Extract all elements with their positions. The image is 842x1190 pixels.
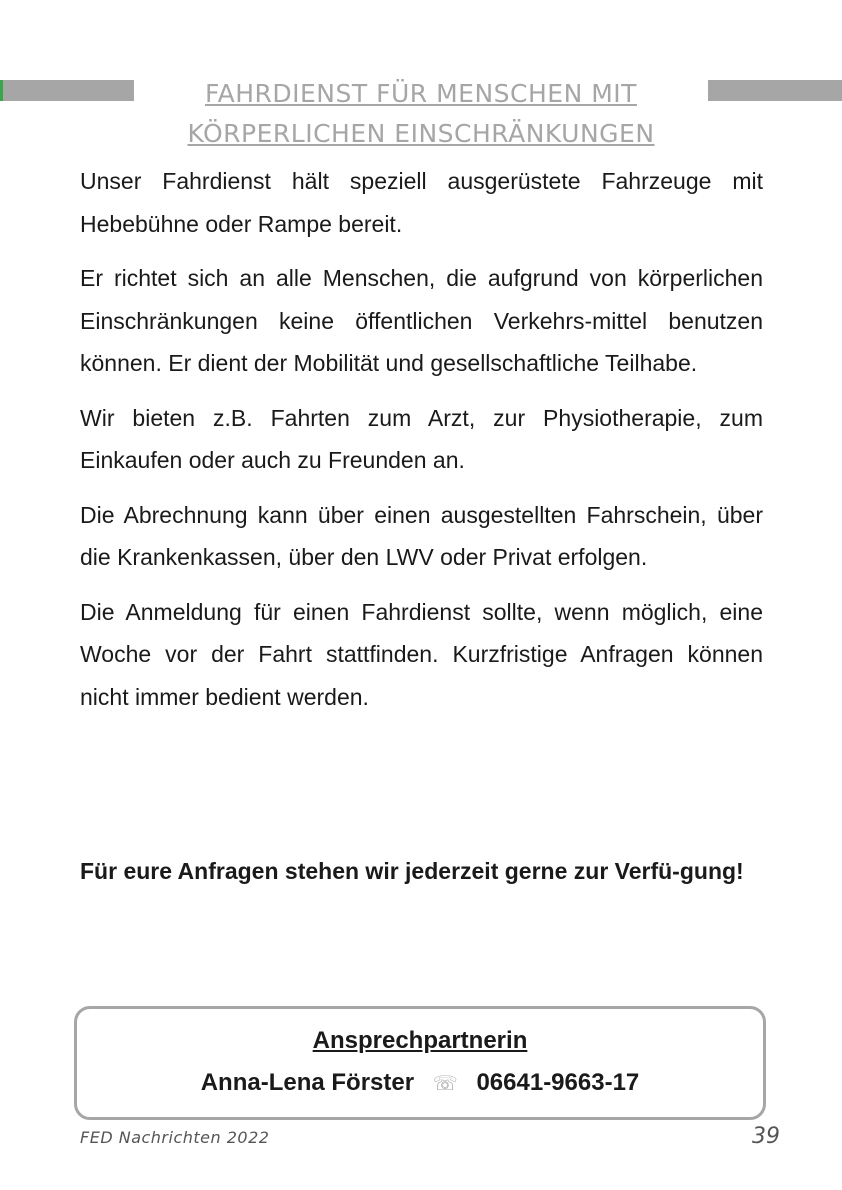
paragraph-audience: Er richtet sich an alle Menschen, die aufgrund von körperlichen Einschränkungen keine öffentlichen Verkehrs-mittel benutzen können. Er dient der Mobilität und gesellschaftliche Teilhabe. [80,265,763,376]
contact-name: Anna-Lena Förster [200,1069,415,1096]
page-title-line-1: FAHRDIENST FÜR MENSCHEN MIT [205,79,637,108]
contact-line [77,1069,763,1097]
callout-text: Für eure Anfragen stehen wir jederzeit gerne zur Verfü-gung! [80,858,744,884]
phone-icon: ☏ [432,1073,458,1095]
footer-page-number: 39 [752,1124,780,1149]
body-text [80,160,763,730]
footer-publication: FED Nachrichten 2022 [80,1128,270,1147]
contact-title: Ansprechpartnerin [312,1027,528,1054]
paragraph-billing: Die Abrechnung kann über einen ausgestellten Fahrschein, über die Krankenkassen, über den LWV oder Privat erfolgen. [80,501,763,570]
page-title [100,74,742,154]
page-title-line-2: KÖRPERLICHEN EINSCHRÄNKUNGEN [187,119,655,148]
contact-box [74,1006,766,1120]
paragraph-trips: Wir bieten z.B. Fahrten zum Arzt, zur Physiotherapie, zum Einkaufen oder auch zu Freunden an. [80,404,763,473]
paragraph-vehicles: Unser Fahrdienst hält speziell ausgerüstete Fahrzeuge mit Hebebühne oder Rampe bereit. [80,168,763,237]
paragraph-registration: Die Anmeldung für einen Fahrdienst sollte, wenn möglich, eine Woche vor der Fahrt stattfinden. Kurzfristige Anfragen können nicht immer bedient werden. [80,598,763,710]
contact-phone: 06641-9663-17 [476,1069,640,1096]
